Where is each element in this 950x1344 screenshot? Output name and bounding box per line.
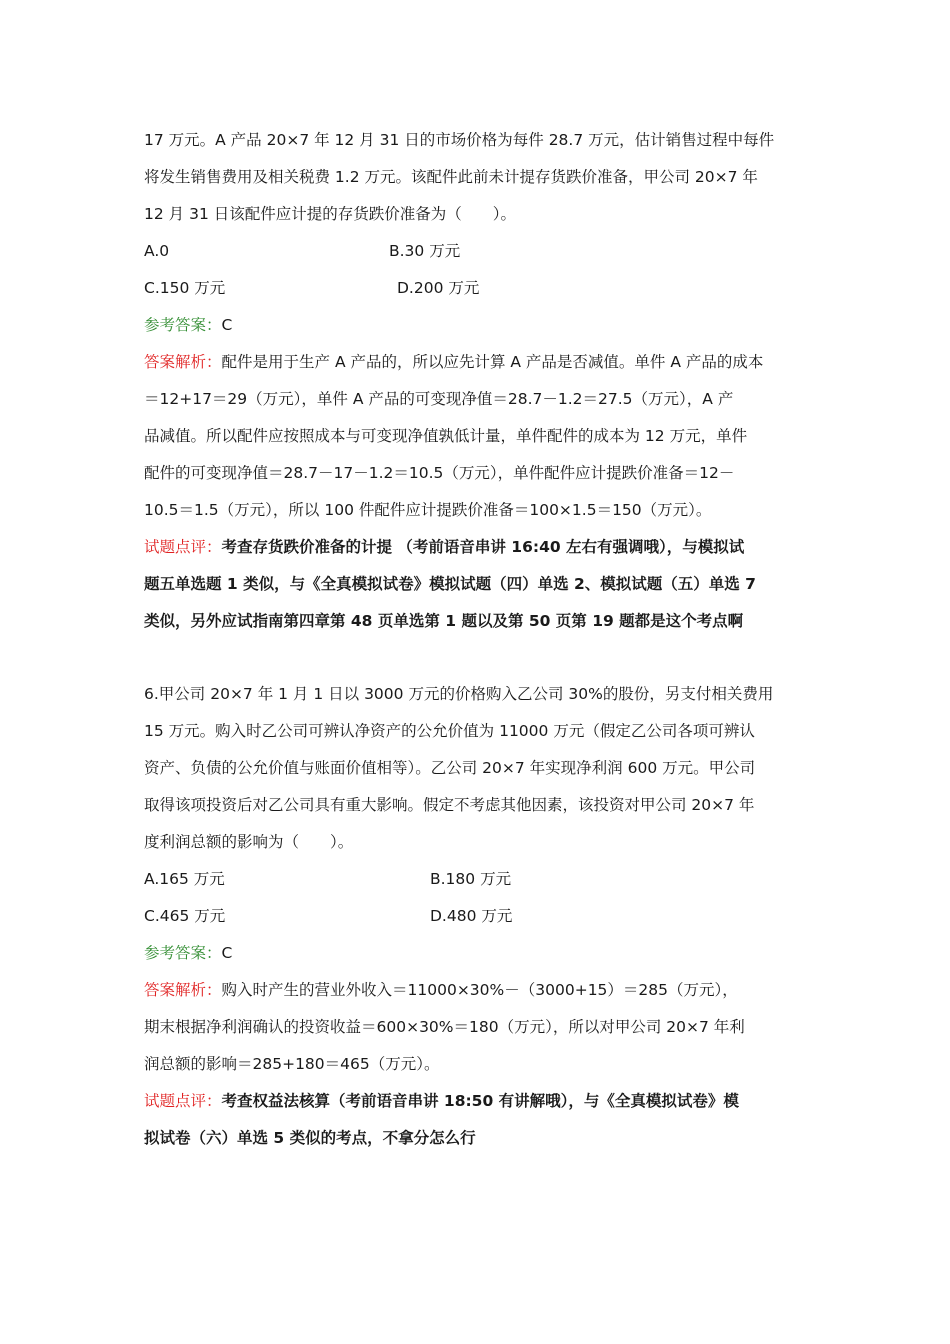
option-d: D.480 万元 (430, 907, 513, 925)
analysis-line: 10.5＝1.5（万元），所以 100 件配件应计提跌价准备＝100×1.5＝150（万元）。 (144, 501, 712, 519)
analysis-line (144, 344, 810, 381)
comment-line (144, 1083, 810, 1120)
question-6 (144, 676, 810, 1157)
analysis-label: 答案解析： (144, 353, 222, 371)
analysis-text: 购入时产生的营业外收入＝11000×30%－（3000+15）＝285（万元）， (221, 981, 738, 999)
comment-label: 试题点评： (144, 1092, 222, 1110)
answer-label: 参考答案： (144, 316, 222, 334)
option-c: C.150 万元 (144, 279, 226, 297)
question-stem-line: 15 万元。购入时乙公司可辨认净资产的公允价值为 11000 万元（假定乙公司各项可辨认 (144, 722, 755, 740)
analysis-line: 润总额的影响＝285+180＝465（万元）。 (144, 1055, 440, 1073)
analysis-text: 配件是用于生产 A 产品的，所以应先计算 A 产品是否减值。单件 A 产品的成本 (221, 353, 764, 371)
answer-value: C (221, 316, 233, 334)
option-c: C.465 万元 (144, 907, 226, 925)
answer-line (144, 307, 810, 344)
section-spacer (144, 640, 810, 676)
comment-text: 考查权益法核算（考前语音串讲 18:50 有讲解哦），与《全真模拟试卷》模 (221, 1092, 739, 1110)
answer-value: C (221, 944, 233, 962)
analysis-label: 答案解析： (144, 981, 222, 999)
options-row (144, 270, 810, 307)
option-b: B.30 万元 (389, 242, 461, 260)
analysis-line: 配件的可变现净值＝28.7－17－1.2＝10.5（万元），单件配件应计提跌价准备＝12－ (144, 464, 735, 482)
question-stem-line: 17 万元。A 产品 20×7 年 12 月 31 日的市场价格为每件 28.7 万元，估计销售过程中每件 (144, 131, 775, 149)
analysis-line: ＝12+17＝29（万元），单件 A 产品的可变现净值＝28.7－1.2＝27.5（万元），A 产 (144, 390, 734, 408)
option-a: A.165 万元 (144, 870, 225, 888)
options-row (144, 898, 810, 935)
question-stem-line: 度利润总额的影响为（ ）。 (144, 833, 354, 851)
comment-line: 类似，另外应试指南第四章第 48 页单选第 1 题以及第 50 页第 19 题都是这个考点啊 (144, 612, 744, 630)
comment-line (144, 529, 810, 566)
analysis-line (144, 972, 810, 1009)
options-row (144, 233, 810, 270)
analysis-line: 期末根据净利润确认的投资收益＝600×30%＝180（万元），所以对甲公司 20×7 年利 (144, 1018, 745, 1036)
document-page (144, 122, 810, 1157)
options-row (144, 861, 810, 898)
comment-text: 考查存货跌价准备的计提 （考前语音串讲 16:40 左右有强调哦），与模拟试 (221, 538, 745, 556)
question-stem-line: 将发生销售费用及相关税费 1.2 万元。该配件此前未计提存货跌价准备，甲公司 20×7 年 (144, 168, 758, 186)
option-a: A.0 (144, 242, 170, 260)
question-stem-line: 12 月 31 日该配件应计提的存货跌价准备为（ ）。 (144, 205, 516, 223)
answer-label: 参考答案： (144, 944, 222, 962)
question-5 (144, 122, 810, 640)
question-stem-line: 取得该项投资后对乙公司具有重大影响。假定不考虑其他因素，该投资对甲公司 20×7 年 (144, 796, 755, 814)
option-d: D.200 万元 (397, 279, 480, 297)
comment-line: 拟试卷（六）单选 5 类似的考点，不拿分怎么行 (144, 1129, 476, 1147)
question-stem-line: 6.甲公司 20×7 年 1 月 1 日以 3000 万元的价格购入乙公司 30%的股份，另支付相关费用 (144, 685, 774, 703)
option-b: B.180 万元 (430, 870, 512, 888)
comment-label: 试题点评： (144, 538, 222, 556)
analysis-line: 品减值。所以配件应按照成本与可变现净值孰低计量，单件配件的成本为 12 万元，单件 (144, 427, 748, 445)
answer-line (144, 935, 810, 972)
question-stem-line: 资产、负债的公允价值与账面价值相等）。乙公司 20×7 年实现净利润 600 万元。甲公司 (144, 759, 756, 777)
comment-line: 题五单选题 1 类似，与《全真模拟试卷》模拟试题（四）单选 2、模拟试题（五）单选 7 (144, 575, 756, 593)
